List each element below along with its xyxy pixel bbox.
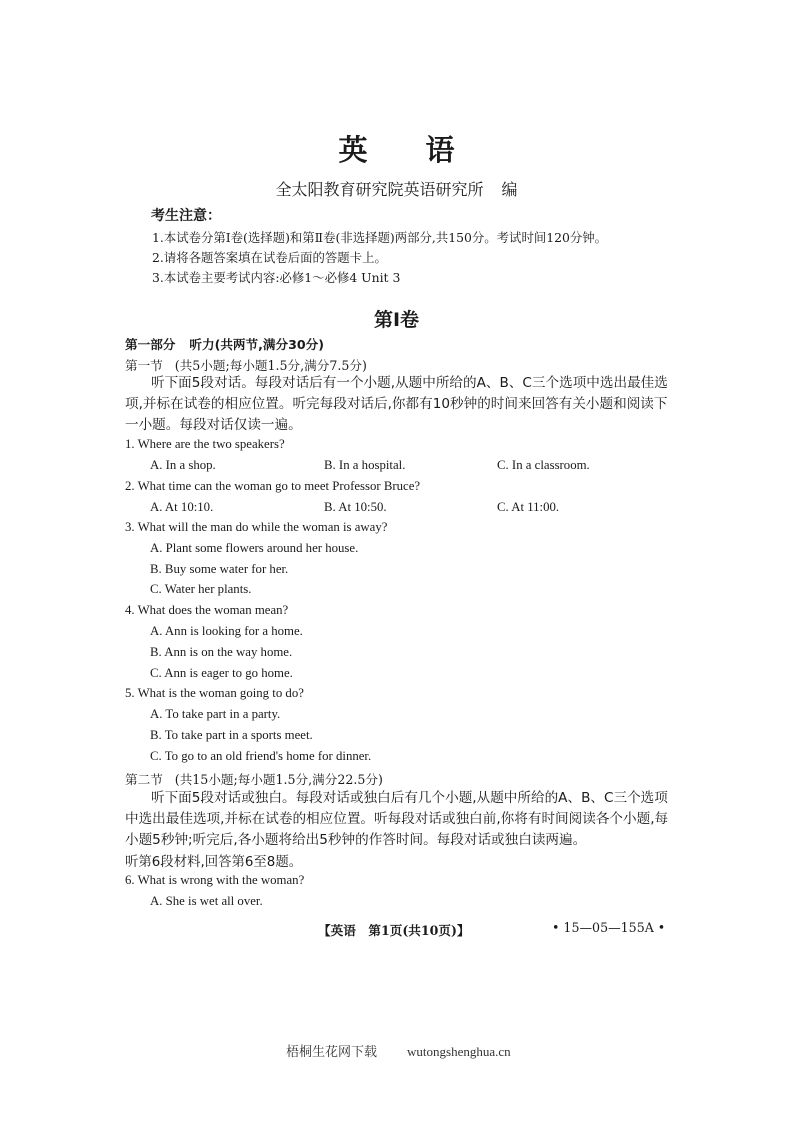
- editor-name: 全太阳教育研究院英语研究所: [275, 180, 484, 199]
- q4-option-b: B. Ann is on the way home.: [150, 645, 293, 659]
- download-credit: [286, 1041, 511, 1060]
- page-footer-label: 【英语 第1页(共10页)】: [318, 923, 470, 938]
- volume-title: 第Ⅰ卷: [373, 309, 420, 331]
- part1-label: 第一部分: [125, 337, 176, 352]
- title-char-2: 语: [425, 133, 455, 167]
- q5-option-a: A. To take part in a party.: [150, 707, 281, 721]
- section1-instructions: [125, 373, 668, 436]
- q5-option-c: C. To go to an old friend's home for dinner.: [150, 749, 372, 763]
- q4-option-a: A. Ann is looking for a home.: [150, 624, 303, 638]
- section2-heading: [125, 769, 383, 788]
- credit-site-url: wutongshenghua.cn: [407, 1044, 511, 1059]
- question-6: 6. What is wrong with the woman?: [125, 873, 305, 887]
- q3-option-b: B. Buy some water for her.: [150, 562, 289, 576]
- q3-option-c: C. Water her plants.: [150, 582, 252, 596]
- q1-option-b: B. In a hospital.: [324, 458, 406, 472]
- editor-suffix: 编: [501, 180, 518, 199]
- part1-desc: 听力(共两节,满分30分): [189, 337, 324, 352]
- notice-item-2: 2.请将各题答案填在试卷后面的答题卡上。: [152, 250, 387, 265]
- question-3: 3. What will the man do while the woman is away?: [125, 520, 388, 534]
- document-title: [0, 128, 793, 169]
- section1-label: 第一节: [125, 358, 163, 373]
- instruction-line: 中选出最佳选项,并标在试卷的相应位置。听每段对话或独白前,你将有时间阅读各个小题,每: [125, 811, 669, 827]
- notice-item-1: 1.本试卷分第Ⅰ卷(选择题)和第Ⅱ卷(非选择题)两部分,共150分。考试时间120分钟。: [152, 230, 608, 245]
- instruction-line: 一小题。每段对话仅读一遍。: [125, 417, 302, 433]
- notice-item-3: 3.本试卷主要考试内容:必修1～必修4 Unit 3: [152, 270, 401, 285]
- material-note: 听第6段材料,回答第6至8题。: [125, 855, 303, 870]
- part1-heading: [125, 334, 324, 353]
- title-char-1: 英: [338, 133, 368, 167]
- question-1: 1. Where are the two speakers?: [125, 437, 285, 451]
- instruction-line: 听下面5段对话。每段对话后有一个小题,从题中所给的A、B、C三个选项中选出最佳选: [151, 375, 668, 391]
- section2-info: (共15小题;每小题1.5分,满分22.5分): [174, 772, 383, 787]
- question-2: 2. What time can the woman go to meet Professor Bruce?: [125, 479, 421, 493]
- q4-option-c: C. Ann is eager to go home.: [150, 666, 293, 680]
- credit-site-name: 梧桐生花网下载: [286, 1044, 378, 1059]
- section1-info: (共5小题;每小题1.5分,满分7.5分): [174, 358, 367, 373]
- instruction-line: 小题5秒钟;听完后,各小题将给出5秒钟的作答时间。每段对话或独白读两遍。: [125, 832, 587, 848]
- section1-heading: [125, 355, 367, 374]
- q2-option-b: B. At 10:50.: [324, 500, 387, 514]
- q1-option-a: A. In a shop.: [150, 458, 216, 472]
- q5-option-b: B. To take part in a sports meet.: [150, 728, 313, 742]
- question-5: 5. What is the woman going to do?: [125, 686, 304, 700]
- page-footer-code: • 15—05—155A •: [552, 920, 666, 935]
- q2-option-a: A. At 10:10.: [150, 500, 214, 514]
- question-4: 4. What does the woman mean?: [125, 603, 289, 617]
- q2-option-c: C. At 11:00.: [497, 500, 560, 514]
- editor-line: [0, 177, 793, 200]
- notice-heading: 考生注意：: [151, 208, 221, 224]
- section2-instructions: [125, 788, 669, 851]
- q3-option-a: A. Plant some flowers around her house.: [150, 541, 359, 555]
- q6-option-a: A. She is wet all over.: [150, 894, 263, 908]
- section2-label: 第二节: [125, 772, 163, 787]
- q1-option-c: C. In a classroom.: [497, 458, 590, 472]
- instruction-line: 项,并标在试卷的相应位置。听完每段对话后,你都有10秒钟的时间来回答有关小题和阅读下: [125, 396, 668, 412]
- instruction-line: 听下面5段对话或独白。每段对话或独白后有几个小题,从题中所给的A、B、C三个选项: [151, 790, 668, 806]
